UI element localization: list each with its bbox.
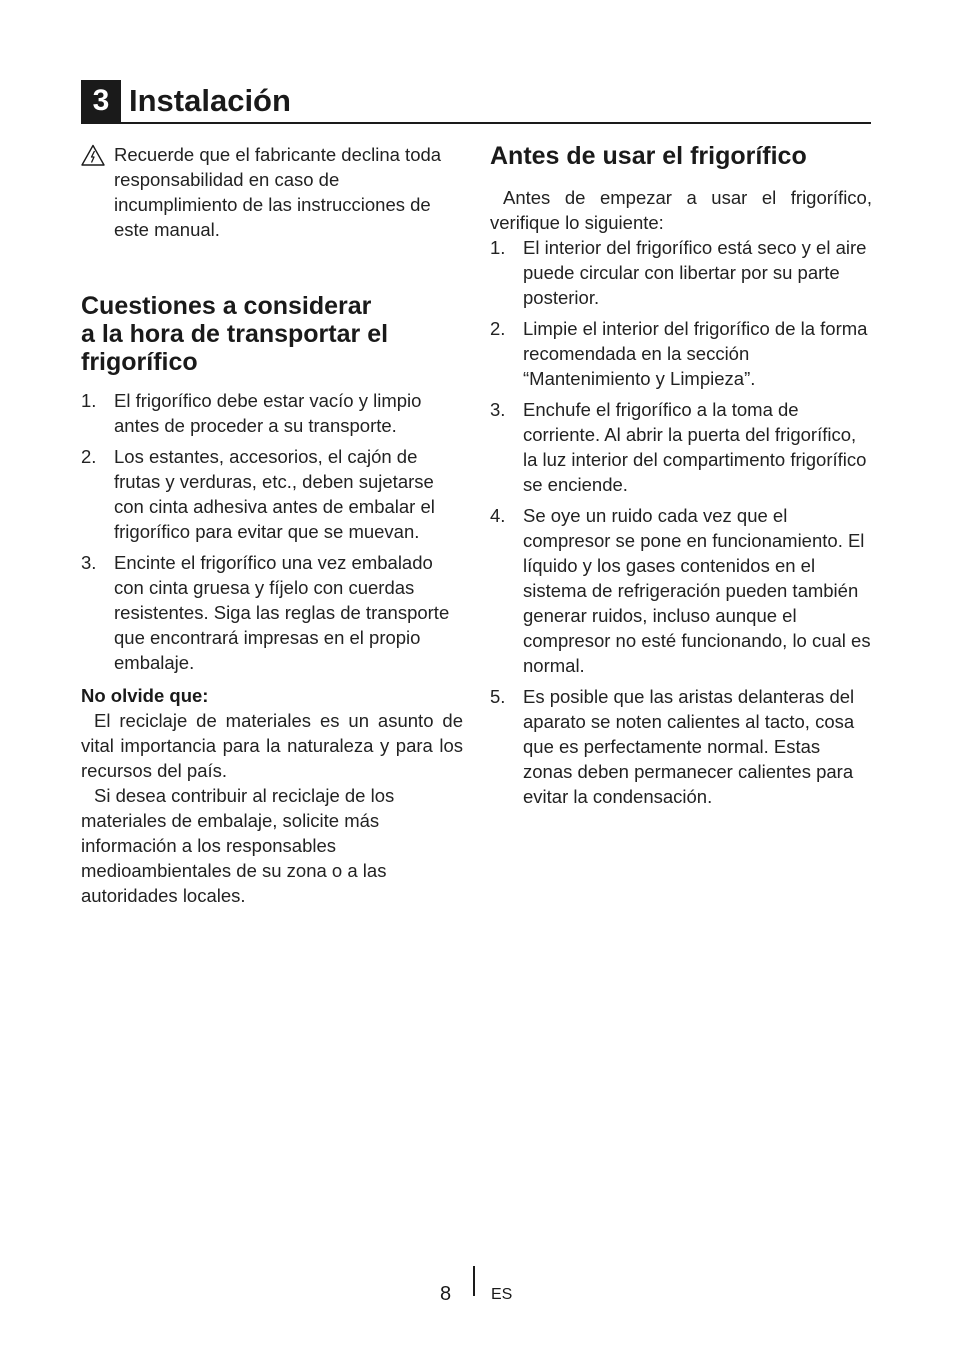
step-text: Enchufe el frigorífico a la toma de corriente. Al abrir la puerta del frigorífico, la luz interior del compartimento frigorífico se enciende. — [523, 399, 867, 495]
language-code: ES — [491, 1286, 513, 1303]
transport-steps — [81, 388, 465, 681]
step-text: El interior del frigorífico está seco y el aire puede circular con libertar por su parte posterior. — [523, 237, 867, 308]
transport-step — [81, 388, 465, 438]
step-text: Se oye un ruido cada vez que el compresor se pone en funcionamiento. El líquido y los gases contenidos en el sistema de refrigeración pueden también generar ruidos, incluso aunque el compresor no esté funcionando, lo cual es normal. — [523, 505, 871, 676]
note-paragraph: Si desea contribuir al reciclaje de los materiales de embalaje, solicite más información a los responsables medioambientales de su zona o a las autoridades locales. — [81, 785, 395, 906]
before-use-step — [490, 397, 872, 497]
before-use-steps — [490, 235, 872, 815]
chapter-number: 3 — [81, 80, 121, 122]
before-use-step — [490, 316, 872, 391]
before-use-step — [490, 684, 872, 809]
warning-note — [81, 142, 465, 242]
before-use-step — [490, 503, 872, 678]
page-number: 8 — [440, 1283, 452, 1305]
chapter-header — [81, 80, 871, 124]
step-number: 1. — [81, 390, 97, 411]
step-text: Limpie el interior del frigorífico de la forma recomendada en la sección “Mantenimiento y Limpieza”. — [523, 318, 868, 389]
chapter-title: Instalación — [129, 83, 291, 118]
step-text: Los estantes, accesorios, el cajón de frutas y verduras, etc., deben sujetarse con cinta adhesiva antes de embalar el frigorífico para evitar que se muevan. — [114, 446, 435, 542]
step-number: 5. — [490, 686, 506, 707]
step-number: 1. — [490, 237, 506, 258]
step-text: Encinte el frigorífico una vez embalado con cinta gruesa y fíjelo con cuerdas resistentes. Siga las reglas de transporte que encontrará impresas en el propio embalaje. — [114, 552, 450, 673]
step-number: 2. — [81, 446, 97, 467]
footer-divider — [473, 1266, 475, 1296]
before-use-intro: Antes de empezar a usar el frigorífico, verifique lo siguiente: — [490, 187, 872, 233]
before-use-step — [490, 235, 872, 310]
step-number: 4. — [490, 505, 506, 526]
transport-step — [81, 444, 465, 544]
step-text: Es posible que las aristas delanteras del aparato se noten calientes al tacto, cosa que es perfectamente normal. Estas zonas deben permanecer calientes para evitar la condensación. — [523, 686, 855, 807]
transport-title-line: Cuestiones a considerar — [81, 292, 372, 320]
transport-title-line: frigorífico — [81, 348, 198, 376]
step-number: 2. — [490, 318, 506, 339]
transport-section-title — [81, 292, 465, 376]
step-number: 3. — [81, 552, 97, 573]
note-title: No olvide que: — [81, 685, 209, 706]
step-text: El frigorífico debe estar vacío y limpio antes de proceder a su transporte. — [114, 390, 422, 436]
before-use-section-title: Antes de usar el frigorífico — [490, 142, 807, 170]
note-paragraph: El reciclaje de materiales es un asunto de vital importancia para la naturaleza y para los recursos del país. — [81, 710, 463, 781]
warning-text: Recuerde que el fabricante declina toda responsabilidad en caso de incumplimiento de las instrucciones de este manual. — [114, 144, 442, 240]
transport-step — [81, 550, 465, 675]
warning-icon — [81, 144, 105, 166]
step-number: 3. — [490, 399, 506, 420]
transport-title-line: a la hora de transportar el — [81, 320, 389, 348]
